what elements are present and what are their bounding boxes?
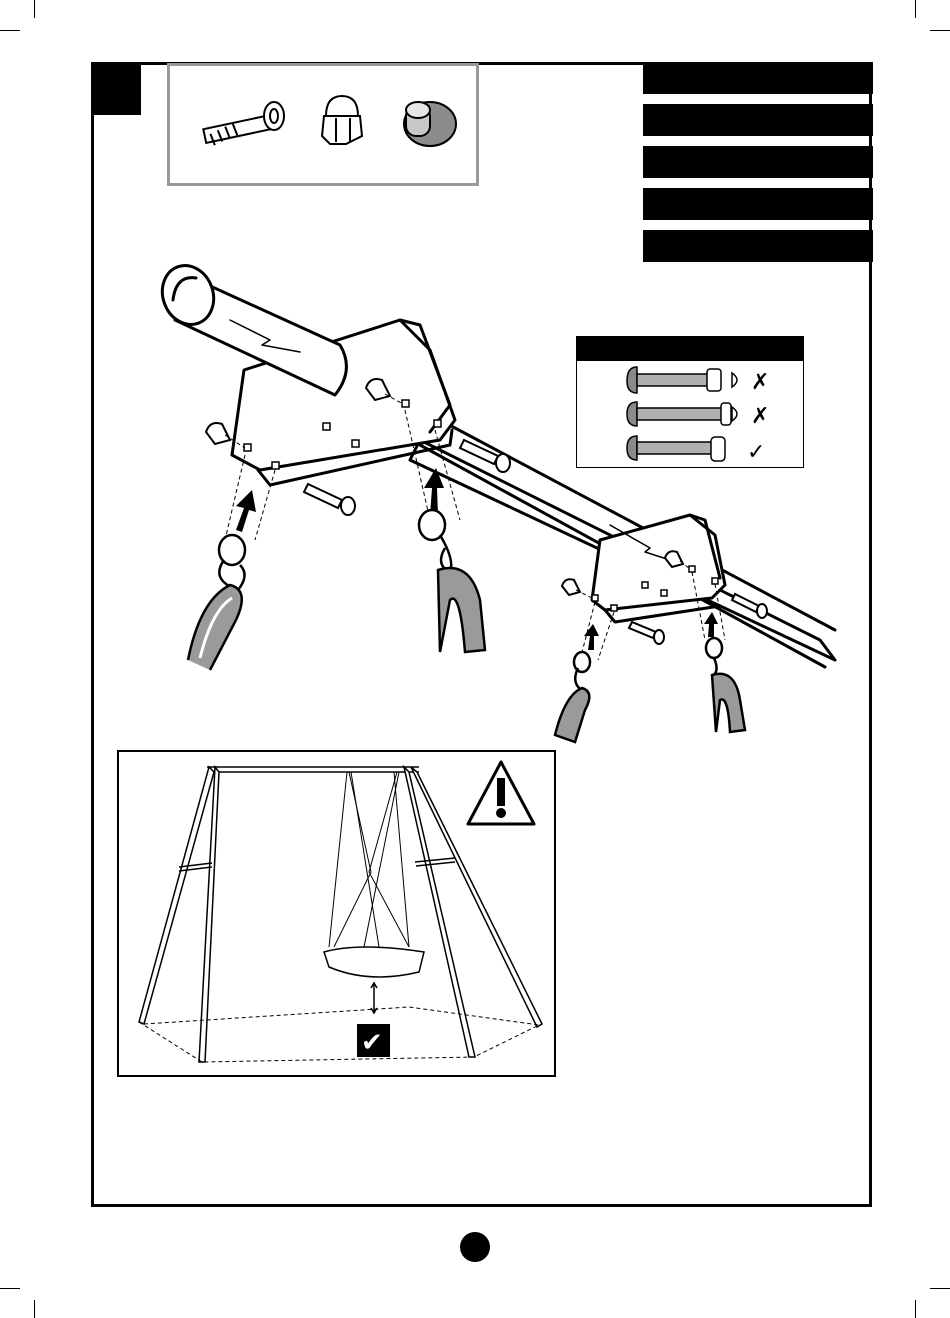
swing-seat (324, 947, 424, 1013)
warning-triangle-icon (468, 762, 534, 824)
bolt-icon (304, 484, 355, 515)
swing-frame-illustration (119, 752, 553, 1074)
cap-nut-icon (562, 579, 580, 595)
ground-clearance-panel (117, 750, 556, 1077)
bolt-icon (629, 622, 664, 644)
bolt-check-illustration (577, 337, 805, 469)
page-number-badge (460, 1232, 490, 1262)
cross-mark: ✗ (751, 404, 770, 429)
rope-hanger-right-2 (706, 638, 745, 732)
cap-nut-icon (206, 423, 230, 444)
cross-mark: ✗ (751, 370, 770, 395)
swing-ropes-small (329, 772, 409, 947)
rope-hanger-right-1 (555, 652, 590, 742)
check-mark: ✓ (747, 440, 766, 465)
check-mark-badge (357, 1024, 390, 1058)
up-arrow-icon (236, 490, 256, 532)
up-arrow-icon (704, 612, 718, 637)
bolt-check-panel (576, 336, 804, 468)
svg-text:✔: ✔ (361, 1028, 383, 1058)
bolt-too-short-icon (627, 367, 769, 395)
rope-hanger-left (188, 535, 245, 670)
bolt-too-long-icon (627, 402, 769, 429)
rope-hanger-center (419, 510, 485, 652)
bolt-correct-icon (627, 436, 765, 465)
right-bracket-plate (592, 515, 725, 610)
